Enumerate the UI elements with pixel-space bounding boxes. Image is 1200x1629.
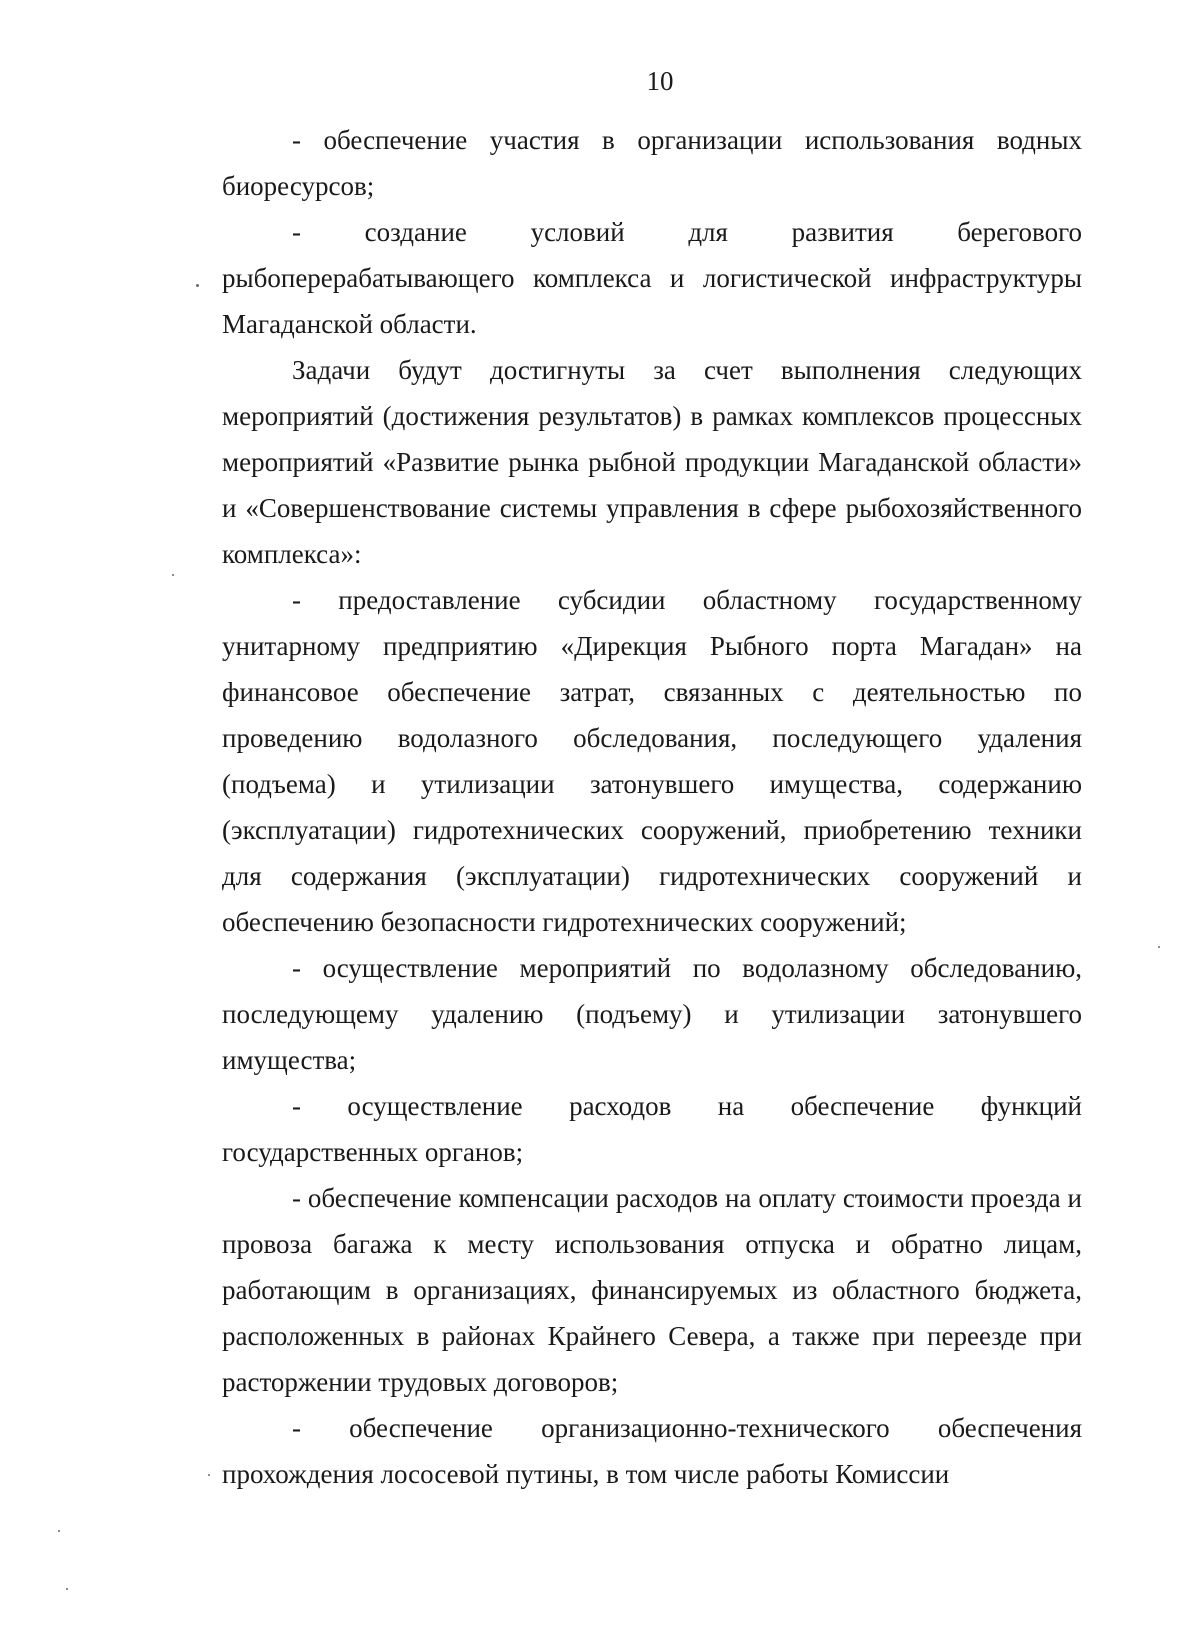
paragraph-8: - обеспечение организационно-технического обеспечения прохождения лососевой путины, в том числе работы Комиссии bbox=[222, 1413, 1082, 1489]
paragraph-5: - осуществление мероприятий по водолазному обследованию, последующему удалению (подъему) и утилизации затонувшего имущества; bbox=[222, 953, 1082, 1075]
scan-speck bbox=[66, 1588, 68, 1590]
paragraph-2: - создание условий для развития берегового рыбоперерабатывающего комплекса и логистической инфраструктуры Магаданской области. bbox=[222, 217, 1082, 339]
paragraph-6: - осуществление расходов на обеспечение функций государственных органов; bbox=[222, 1091, 1082, 1167]
paragraph-1: - обеспечение участия в организации использования водных биоресурсов; bbox=[222, 125, 1082, 201]
scan-speck bbox=[1158, 946, 1160, 948]
scan-speck bbox=[208, 1474, 210, 1476]
paragraph-4: - предоставление субсидии областному государственному унитарному предприятию «Дирекция Рыбного порта Магадан» на финансовое обеспечение затрат, связанных с деятельностью по проведению водолазного обследования, последующего удаления (подъема) и утилизации затонувшего имущества, содержанию (эксплуатации) гидротехнических сооружений, приобретению техники для содержания (эксплуатации) гидротехнических сооружений и обеспечению безопасности гидротехнических сооружений; bbox=[222, 585, 1082, 937]
paragraph-3: Задачи будут достигнуты за счет выполнения следующих мероприятий (достижения результатов) в рамках комплексов процессных мероприятий «Развитие рынка рыбной продукции Магаданской области» и «Совершенствование системы управления в сфере рыбохозяйственного комплекса»: bbox=[222, 355, 1082, 569]
body-text bbox=[222, 117, 1082, 1497]
scan-speck bbox=[196, 284, 199, 287]
page-number: 10 bbox=[646, 66, 674, 96]
scan-speck bbox=[172, 574, 174, 576]
paragraph-7: - обеспечение компенсации расходов на оплату стоимости проезда и провоза багажа к месту использования отпуска и обратно лицам, работающим в организациях, финансируемых из областного бюджета, расположенных в районах Крайнего Севера, а также при переезде при расторжении трудовых договоров; bbox=[222, 1183, 1082, 1397]
scan-speck bbox=[58, 1530, 60, 1532]
